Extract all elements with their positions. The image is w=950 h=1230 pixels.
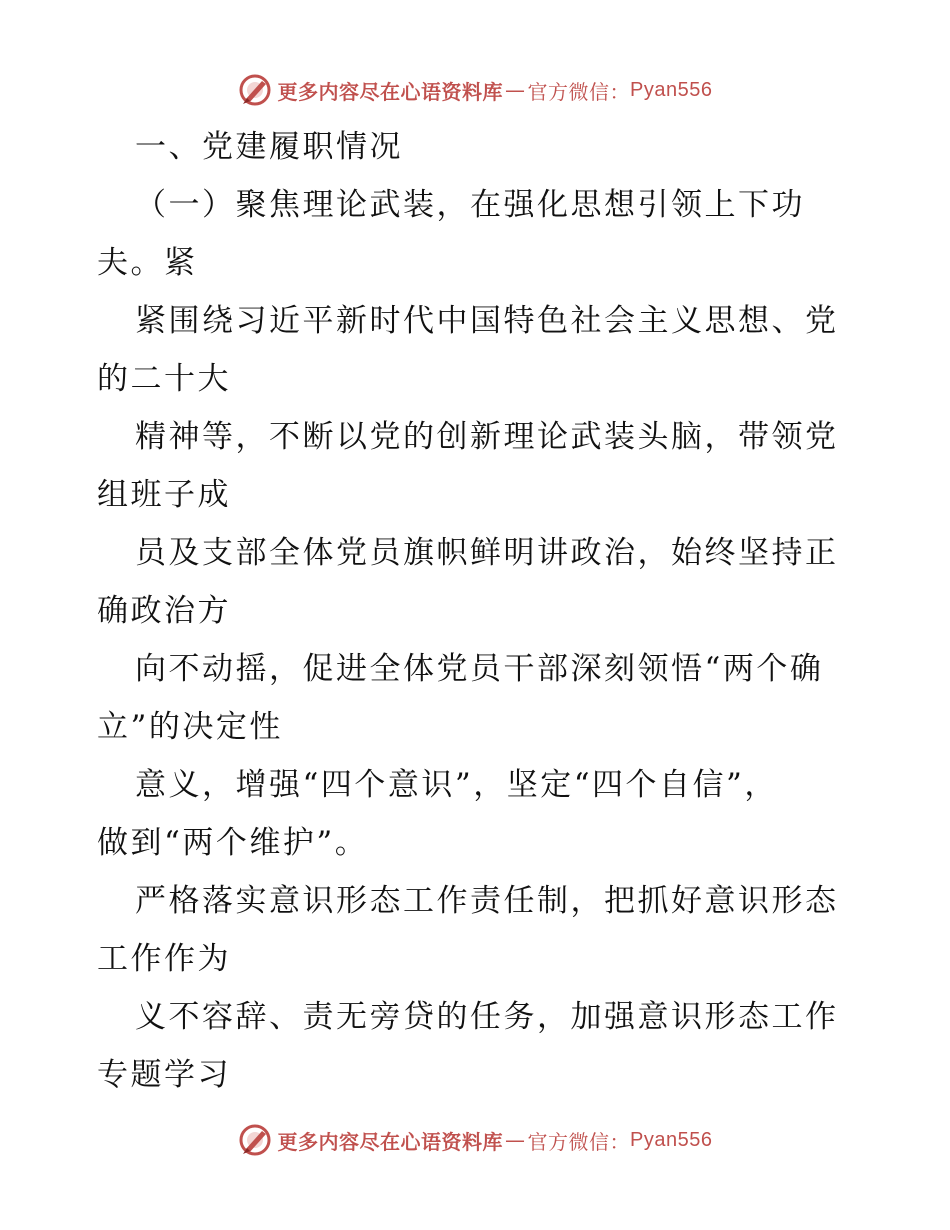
text-line: 意义，增强“四个意识”，坚定“四个自信”， bbox=[135, 767, 778, 803]
text-line: 义不容辞、责无旁贷的任务，加强意识形态工作 bbox=[135, 999, 839, 1035]
text-line: 的二十大 bbox=[97, 361, 231, 397]
text-line: 立”的决定性 bbox=[97, 709, 283, 745]
watermark-brand: 更多内容尽在心语资料库 bbox=[277, 1129, 504, 1154]
header-watermark bbox=[0, 70, 950, 110]
watermark-separator: — bbox=[505, 78, 526, 102]
footer-watermark bbox=[0, 1120, 950, 1160]
watermark-wechat-id: Pyan556 bbox=[630, 1128, 713, 1151]
subsection-heading: （一）聚焦理论武装，在强化思想引领上下功 bbox=[135, 187, 805, 223]
pen-logo-icon bbox=[238, 73, 272, 107]
text-line: 夫。紧 bbox=[97, 245, 198, 281]
watermark-wechat-id: Pyan556 bbox=[630, 78, 713, 101]
text-line: 工作作为 bbox=[97, 941, 231, 977]
section-heading: 一、党建履职情况 bbox=[135, 129, 403, 165]
text-line: 确政治方 bbox=[97, 593, 231, 629]
watermark-official-label: 官方微信： bbox=[527, 79, 631, 104]
text-line: 组班子成 bbox=[97, 477, 231, 513]
text-line: 向不动摇，促进全体党员干部深刻领悟“两个确 bbox=[135, 651, 824, 687]
watermark-brand: 更多内容尽在心语资料库 bbox=[277, 79, 504, 104]
text-line: 专题学习 bbox=[97, 1057, 231, 1093]
text-line: 严格落实意识形态工作责任制，把抓好意识形态 bbox=[135, 883, 839, 919]
pen-logo-icon bbox=[238, 1123, 272, 1157]
text-line: 员及支部全体党员旗帜鲜明讲政治，始终坚持正 bbox=[135, 535, 839, 571]
watermark-separator: — bbox=[505, 1128, 526, 1152]
watermark-official-label: 官方微信： bbox=[527, 1129, 631, 1154]
text-line: 紧围绕习近平新时代中国特色社会主义思想、党 bbox=[135, 303, 839, 339]
text-line: 精神等，不断以党的创新理论武装头脑，带领党 bbox=[135, 419, 839, 455]
document-body bbox=[97, 118, 857, 1104]
text-line: 做到“两个维护”。 bbox=[97, 825, 369, 861]
